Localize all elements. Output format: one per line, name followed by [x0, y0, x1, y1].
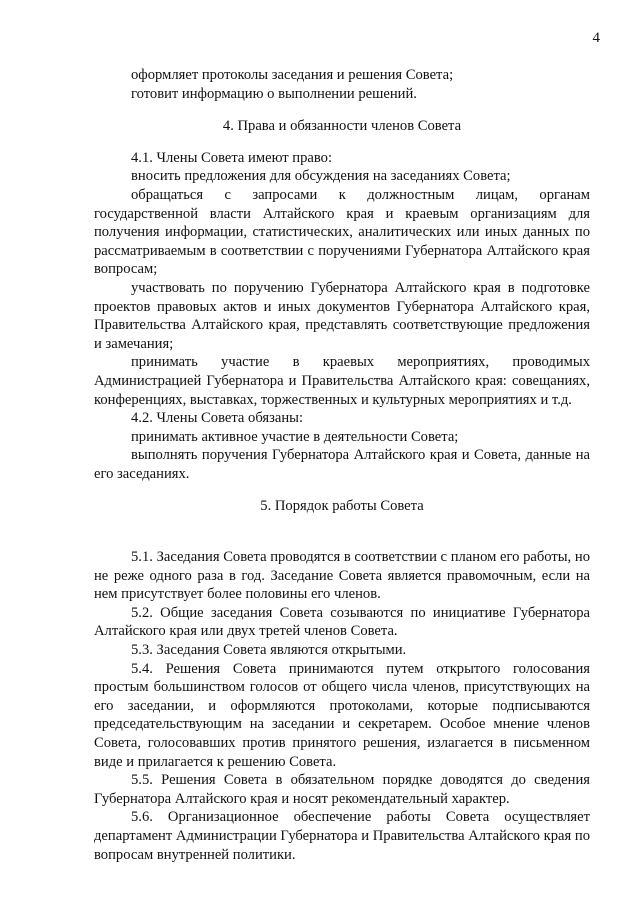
section-5-paragraph: 5.1. Заседания Совета проводятся в соответствии с планом его работы, но не реже одного раза в год. Заседание Совета является правомочным, если на нем присутствует более половины его членов.: [94, 549, 590, 603]
section-4-heading: 4. Права и обязанности членов Совета: [222, 118, 462, 135]
section-5-paragraph: 5.4. Решения Совета принимаются путем открытого голосования простым большинством голосов от общего числа членов, присутствующих на его заседании, и оформляются протоколами, которые подписываются председательствующим на заседании и секретарем. Особое мнение членов Совета, голосовавших против принятого решения, излагается в письменном виде и прилагается к решению Совета.: [94, 660, 590, 770]
section-4-paragraph: вносить предложения для обсуждения на заседаниях Совета;: [131, 168, 511, 185]
intro-line-2: готовит информацию о выполнении решений.: [131, 85, 417, 102]
document-body: [94, 66, 590, 864]
section-5-paragraph: 5.2. Общие заседания Совета созываются по инициативе Губернатора Алтайского края или двух третей членов Совета.: [94, 604, 590, 640]
section-5-paragraph: 5.3. Заседания Совета являются открытыми.: [131, 642, 407, 659]
section-5-paragraph: 5.6. Организационное обеспечение работы Совета осуществляет департамент Администрации Губернатора и Правительства Алтайского края по вопросам внутренней политики.: [94, 809, 590, 863]
section-5-paragraph: 5.5. Решения Совета в обязательном порядке доводятся до сведения Губернатора Алтайского края и носят рекомендательный характер.: [94, 772, 590, 807]
section-4-paragraph: 4.2. Члены Совета обязаны:: [131, 410, 304, 427]
section-4-paragraph: участвовать по поручению Губернатора Алтайского края в подготовке проектов правовых актов и иных документов Губернатора Алтайского края, Правительства Алтайского края, представлять соответствующие предложения и замечания;: [94, 279, 590, 352]
section-4-paragraph: 4.1. Члены Совета имеют право:: [131, 149, 333, 166]
page-number: 4: [592, 30, 600, 46]
section-4-paragraph: принимать активное участие в деятельности Совета;: [131, 428, 459, 445]
section-4-paragraph: принимать участие в краевых мероприятиях, проводимых Администрацией Губернатора и Правительства Алтайского края: совещаниях, конференциях, выставках, торжественных и культурных мероприятиях и т.д.: [94, 354, 590, 408]
intro-line-1: оформляет протоколы заседания и решения Совета;: [131, 67, 454, 83]
section-4-paragraph: выполнять поручения Губернатора Алтайского края и Совета, данные на его заседаниях.: [94, 447, 590, 482]
section-4-paragraph: обращаться с запросами к должностным лицам, органам государственной власти Алтайского края и краевым организациям для получения информации, статистических, аналитических или иных данных по рассматриваемым в соответствии с поручениями Губернатора Алтайского края вопросам;: [94, 186, 590, 278]
section-5-heading: 5. Порядок работы Совета: [260, 498, 424, 515]
